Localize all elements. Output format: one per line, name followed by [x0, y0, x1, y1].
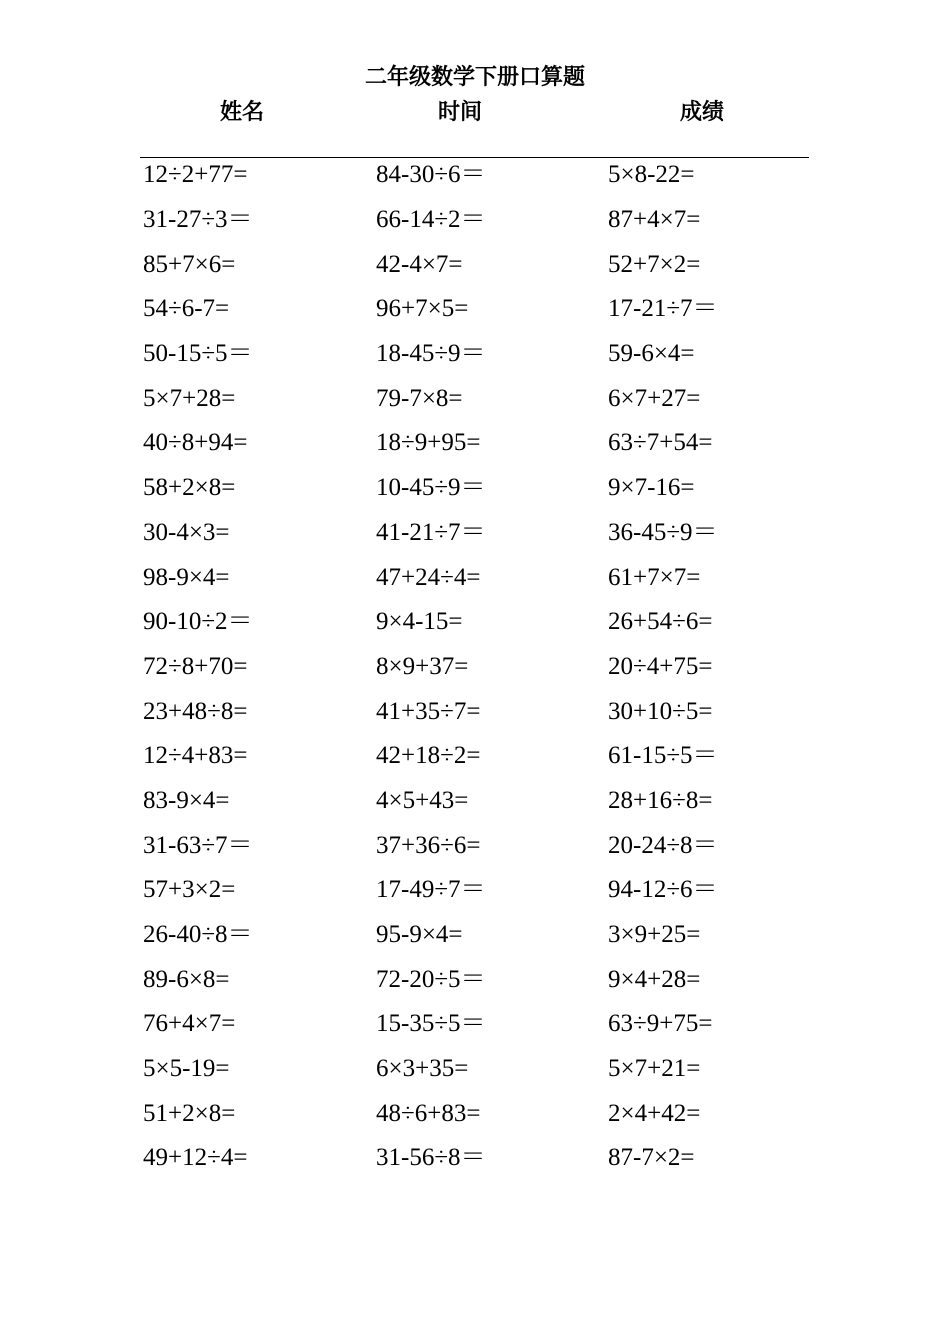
arithmetic-problem: 30+10÷5=: [608, 697, 713, 725]
arithmetic-problem: 47+24÷4=: [376, 563, 481, 591]
arithmetic-problem: 2×4+42=: [608, 1099, 701, 1127]
score-label: 成绩: [680, 100, 725, 125]
arithmetic-problem: 59-6×4=: [608, 340, 695, 368]
arithmetic-problem: 9×4+28=: [608, 965, 701, 993]
arithmetic-problem: 9×4-15=: [376, 608, 463, 636]
arithmetic-problem: 51+2×8=: [143, 1099, 236, 1127]
arithmetic-problem: 31-56÷8＝: [376, 1144, 486, 1172]
arithmetic-problem: 40÷8+94=: [143, 429, 248, 457]
arithmetic-problem: 72-20÷5＝: [376, 965, 486, 993]
arithmetic-problem: 26+54÷6=: [608, 608, 713, 636]
arithmetic-problem: 30-4×3=: [143, 518, 230, 546]
arithmetic-problem: 90-10÷2＝: [143, 608, 253, 636]
arithmetic-problem: 28+16÷8=: [608, 786, 713, 814]
arithmetic-problem: 87-7×2=: [608, 1144, 695, 1172]
arithmetic-problem: 52+7×2=: [608, 250, 701, 278]
arithmetic-problem: 3×9+25=: [608, 921, 701, 949]
worksheet-title: 二年级数学下册口算题: [364, 65, 585, 90]
arithmetic-problem: 36-45÷9＝: [608, 518, 718, 546]
arithmetic-problem: 61+7×7=: [608, 563, 701, 591]
arithmetic-problem: 72÷8+70=: [143, 652, 248, 680]
arithmetic-problem: 84-30÷6＝: [376, 161, 486, 189]
arithmetic-problem: 54÷6-7=: [143, 295, 230, 323]
arithmetic-problem: 5×8-22=: [608, 161, 695, 189]
arithmetic-problem: 63÷7+54=: [608, 429, 713, 457]
name-label: 姓名: [220, 100, 265, 125]
arithmetic-problem: 23+48÷8=: [143, 697, 248, 725]
arithmetic-problem: 15-35÷5＝: [376, 1010, 486, 1038]
arithmetic-problem: 4×5+43=: [376, 786, 469, 814]
arithmetic-problem: 94-12÷6＝: [608, 876, 718, 904]
arithmetic-problem: 17-21÷7＝: [608, 295, 718, 323]
arithmetic-problem: 31-27÷3＝: [143, 206, 253, 234]
arithmetic-problem: 61-15÷5＝: [608, 742, 718, 770]
problem-grid: [143, 153, 803, 1181]
arithmetic-problem: 37+36÷6=: [376, 831, 481, 859]
arithmetic-problem: 5×7+28=: [143, 384, 236, 412]
arithmetic-problem: 79-7×8=: [376, 384, 463, 412]
arithmetic-problem: 89-6×8=: [143, 965, 230, 993]
arithmetic-problem: 6×7+27=: [608, 384, 701, 412]
arithmetic-problem: 66-14÷2＝: [376, 206, 486, 234]
arithmetic-problem: 5×7+21=: [608, 1055, 701, 1083]
arithmetic-problem: 20-24÷8＝: [608, 831, 718, 859]
arithmetic-problem: 41-21÷7＝: [376, 518, 486, 546]
arithmetic-problem: 87+4×7=: [608, 206, 701, 234]
arithmetic-problem: 58+2×8=: [143, 474, 236, 502]
arithmetic-problem: 83-9×4=: [143, 786, 230, 814]
arithmetic-problem: 10-45÷9＝: [376, 474, 486, 502]
arithmetic-problem: 6×3+35=: [376, 1055, 469, 1083]
arithmetic-problem: 50-15÷5＝: [143, 340, 253, 368]
arithmetic-problem: 5×5-19=: [143, 1055, 230, 1083]
arithmetic-problem: 48÷6+83=: [376, 1099, 481, 1127]
arithmetic-problem: 41+35÷7=: [376, 697, 481, 725]
arithmetic-problem: 76+4×7=: [143, 1010, 236, 1038]
arithmetic-problem: 96+7×5=: [376, 295, 469, 323]
arithmetic-problem: 85+7×6=: [143, 250, 236, 278]
arithmetic-problem: 95-9×4=: [376, 921, 463, 949]
arithmetic-problem: 12÷4+83=: [143, 742, 248, 770]
arithmetic-problem: 63÷9+75=: [608, 1010, 713, 1038]
arithmetic-problem: 26-40÷8＝: [143, 921, 253, 949]
time-label: 时间: [438, 100, 483, 125]
arithmetic-problem: 49+12÷4=: [143, 1144, 248, 1172]
arithmetic-problem: 18÷9+95=: [376, 429, 481, 457]
arithmetic-problem: 98-9×4=: [143, 563, 230, 591]
arithmetic-problem: 8×9+37=: [376, 652, 469, 680]
arithmetic-problem: 18-45÷9＝: [376, 340, 486, 368]
arithmetic-problem: 42+18÷2=: [376, 742, 481, 770]
arithmetic-problem: 42-4×7=: [376, 250, 463, 278]
arithmetic-problem: 31-63÷7＝: [143, 831, 253, 859]
arithmetic-problem: 12÷2+77=: [143, 161, 248, 189]
arithmetic-problem: 9×7-16=: [608, 474, 695, 502]
arithmetic-problem: 57+3×2=: [143, 876, 236, 904]
arithmetic-problem: 20÷4+75=: [608, 652, 713, 680]
arithmetic-problem: 17-49÷7＝: [376, 876, 486, 904]
